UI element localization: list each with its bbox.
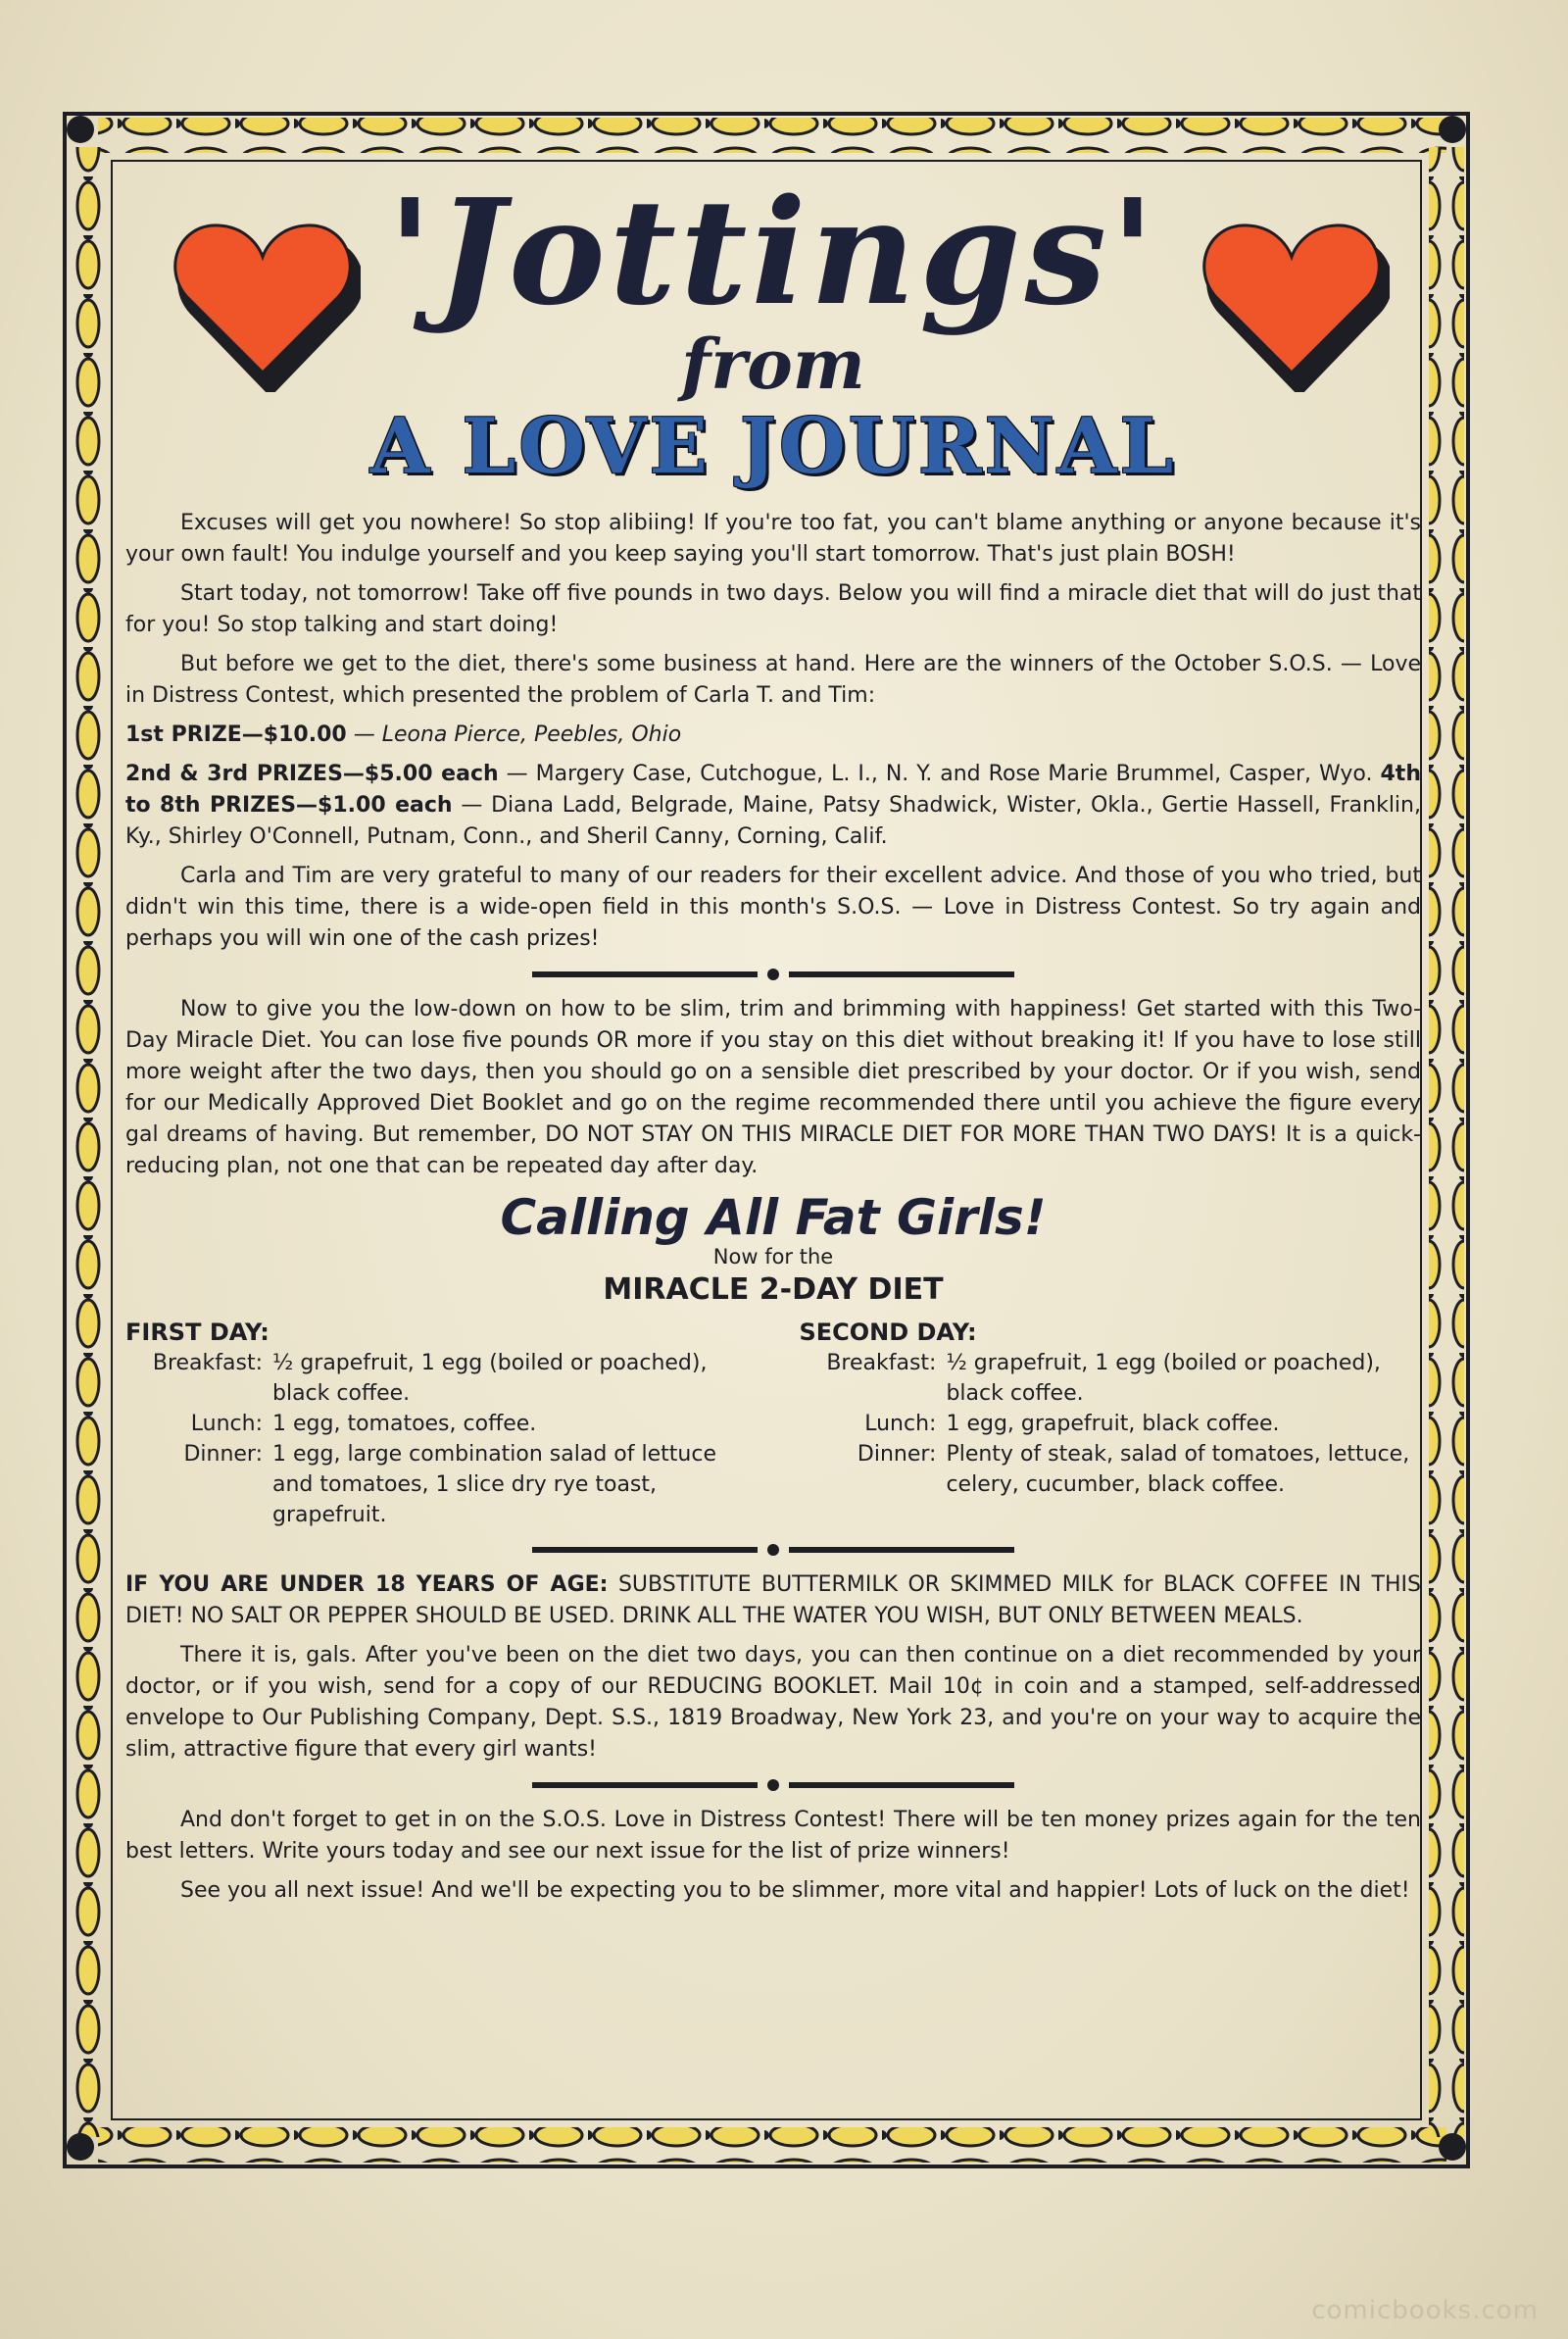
- meal-food: 1 egg, tomatoes, coffee.: [272, 1412, 537, 1436]
- first-day-label: FIRST DAY:: [125, 1319, 270, 1346]
- first-prize: [125, 720, 1421, 751]
- meal-food: ½ grapefruit, 1 egg (boiled or poached), black coffee.: [946, 1351, 1381, 1406]
- title-jottings: 'Jottings': [387, 167, 1159, 337]
- paragraph-booklet: There it is, gals. After you've been on the diet two days, you can then continue on a diet recommended by your doctor, or if you wish, send for a copy of our REDUCING BOOKLET. Mail 10¢ in coin and a stamped, self-addressed envelope to Our Publishing Company, Dept. S.S., 1819 Broadway, New York 23, and you're on your way to acquire the slim, attractive figure that every girl wants!: [125, 1643, 1421, 1762]
- paragraph-thanks: Carla and Tim are very grateful to many of our readers for their excellent advice. And those of you who tried, but didn't win this time, there is a wide-open field in this month's S.O.S. — Love in Distress Contest. So try again and perhaps you will win one of the cash prizes!: [125, 864, 1421, 951]
- table-row: [799, 1409, 1421, 1439]
- first-day-meals: [125, 1348, 748, 1530]
- meal-food: 1 egg, grapefruit, black coffee.: [946, 1412, 1280, 1436]
- prizes-4-8-label: 4th to 8th PRIZES—$1.00 each: [125, 762, 1421, 818]
- meal-name: Breakfast:: [826, 1351, 937, 1375]
- title-from: from: [681, 323, 865, 405]
- article-body: [125, 508, 1421, 1915]
- diet-subheading: Now for the: [712, 1245, 834, 1269]
- article: [125, 167, 1421, 2127]
- meal-food: Plenty of steak, salad of tomatoes, lettuce, celery, cucumber, black coffee.: [946, 1442, 1410, 1497]
- meal-name: Lunch:: [864, 1412, 937, 1436]
- first-prize-label: 1st PRIZE—$10.00: [125, 722, 347, 747]
- paragraph-start-today: Start today, not tomorrow! Take off five pounds in two days. Below you will find a miracle diet that will do just that for you! So stop talking and start doing!: [125, 581, 1421, 637]
- first-prize-winner: — Leona Pierce, Peebles, Ohio: [353, 722, 682, 747]
- prizes-2-3-text: — Margery Case, Cutchogue, L. I., N. Y. and Rose Marie Brummel, Casper, Wyo.: [506, 762, 1373, 786]
- second-day-label: SECOND DAY:: [799, 1319, 977, 1346]
- meal-name: Dinner:: [183, 1442, 263, 1467]
- diet-title: MIRACLE 2-DAY DIET: [603, 1272, 944, 1307]
- paragraph-diet-intro: Now to give you the low-down on how to be slim, trim and brimming with happiness! Get started with this Two-Day Miracle Diet. You can lose five pounds OR more if you stay on this diet without breaking it! If you have to lose still more weight after the two days, then you should go on a sensible diet prescribed by your doctor. Or if you wish, send for our Medically Approved Diet Booklet and go on the regime recommended there until you achieve the figure every gal dreams of having. But remember, DO NOT STAY ON THIS MIRACLE DIET FOR MORE THAN TWO DAYS! It is a quick-reducing plan, not one that can be repeated day after day.: [125, 997, 1421, 1178]
- divider: [125, 1779, 1421, 1791]
- age-warning-label: IF YOU ARE UNDER 18 YEARS OF AGE:: [125, 1572, 609, 1597]
- watermark: comicbooks.com: [1311, 2296, 1539, 2325]
- age-warning-text: SUBSTITUTE BUTTERMILK OR SKIMMED MILK for BLACK COFFEE IN THIS DIET! NO SALT OR PEPPER SHOULD BE USED. DRINK ALL THE WATER YOU WISH, BUT ONLY BETWEEN MEALS.: [125, 1572, 1421, 1628]
- table-row: [799, 1439, 1421, 1500]
- paragraph-contest-reminder: And don't forget to get in on the S.O.S. Love in Distress Contest! There will be ten money prizes again for the ten best letters. Write yours today and see our next issue for the list of prize winners!: [125, 1808, 1421, 1864]
- meal-name: Lunch:: [190, 1412, 263, 1436]
- age-warning: [125, 1569, 1421, 1632]
- divider: [125, 1544, 1421, 1556]
- paragraph-winners-intro: But before we get to the diet, there's some business at hand. Here are the winners of the October S.O.S. — Love in Distress Contest, which presented the problem of Carla T. and Tim:: [125, 652, 1421, 708]
- paragraph-intro: Excuses will get you nowhere! So stop alibiing! If you're too fat, you can't blame anything or anyone because it's your own fault! You indulge yourself and you keep saying you'll start tomorrow. That's just plain BOSH!: [125, 511, 1421, 567]
- diet-plan: [125, 1318, 1421, 1530]
- meal-name: Breakfast:: [152, 1351, 263, 1375]
- table-row: [125, 1348, 748, 1409]
- meal-food: ½ grapefruit, 1 egg (boiled or poached), black coffee.: [272, 1351, 708, 1406]
- prizes-4-8-text: — Diana Ladd, Belgrade, Maine, Patsy Shadwick, Wister, Okla., Gertie Hassell, Franklin, Ky., Shirley O'Connell, Putnam, Conn., and Sheril Canny, Corning, Calif.: [125, 793, 1421, 849]
- paragraph-signoff: See you all next issue! And we'll be expecting you to be slimmer, more vital and happier! Lots of luck on the diet!: [180, 1878, 1410, 1903]
- table-row: [799, 1348, 1421, 1409]
- table-row: [125, 1439, 748, 1530]
- first-day-column: [125, 1318, 748, 1530]
- table-row: [125, 1409, 748, 1439]
- meal-food: 1 egg, large combination salad of lettuce and tomatoes, 1 slice dry rye toast, grapefruit.: [272, 1442, 716, 1527]
- title-love-journal: A LOVE JOURNAL: [369, 402, 1177, 491]
- diet-heading: Calling All Fat Girls!: [500, 1189, 1047, 1246]
- other-prizes: [125, 759, 1421, 853]
- prizes-2-3-label: 2nd & 3rd PRIZES—$5.00 each: [125, 762, 499, 786]
- second-day-column: [799, 1318, 1421, 1530]
- divider: [125, 969, 1421, 980]
- meal-name: Dinner:: [857, 1442, 937, 1467]
- second-day-meals: [799, 1348, 1421, 1500]
